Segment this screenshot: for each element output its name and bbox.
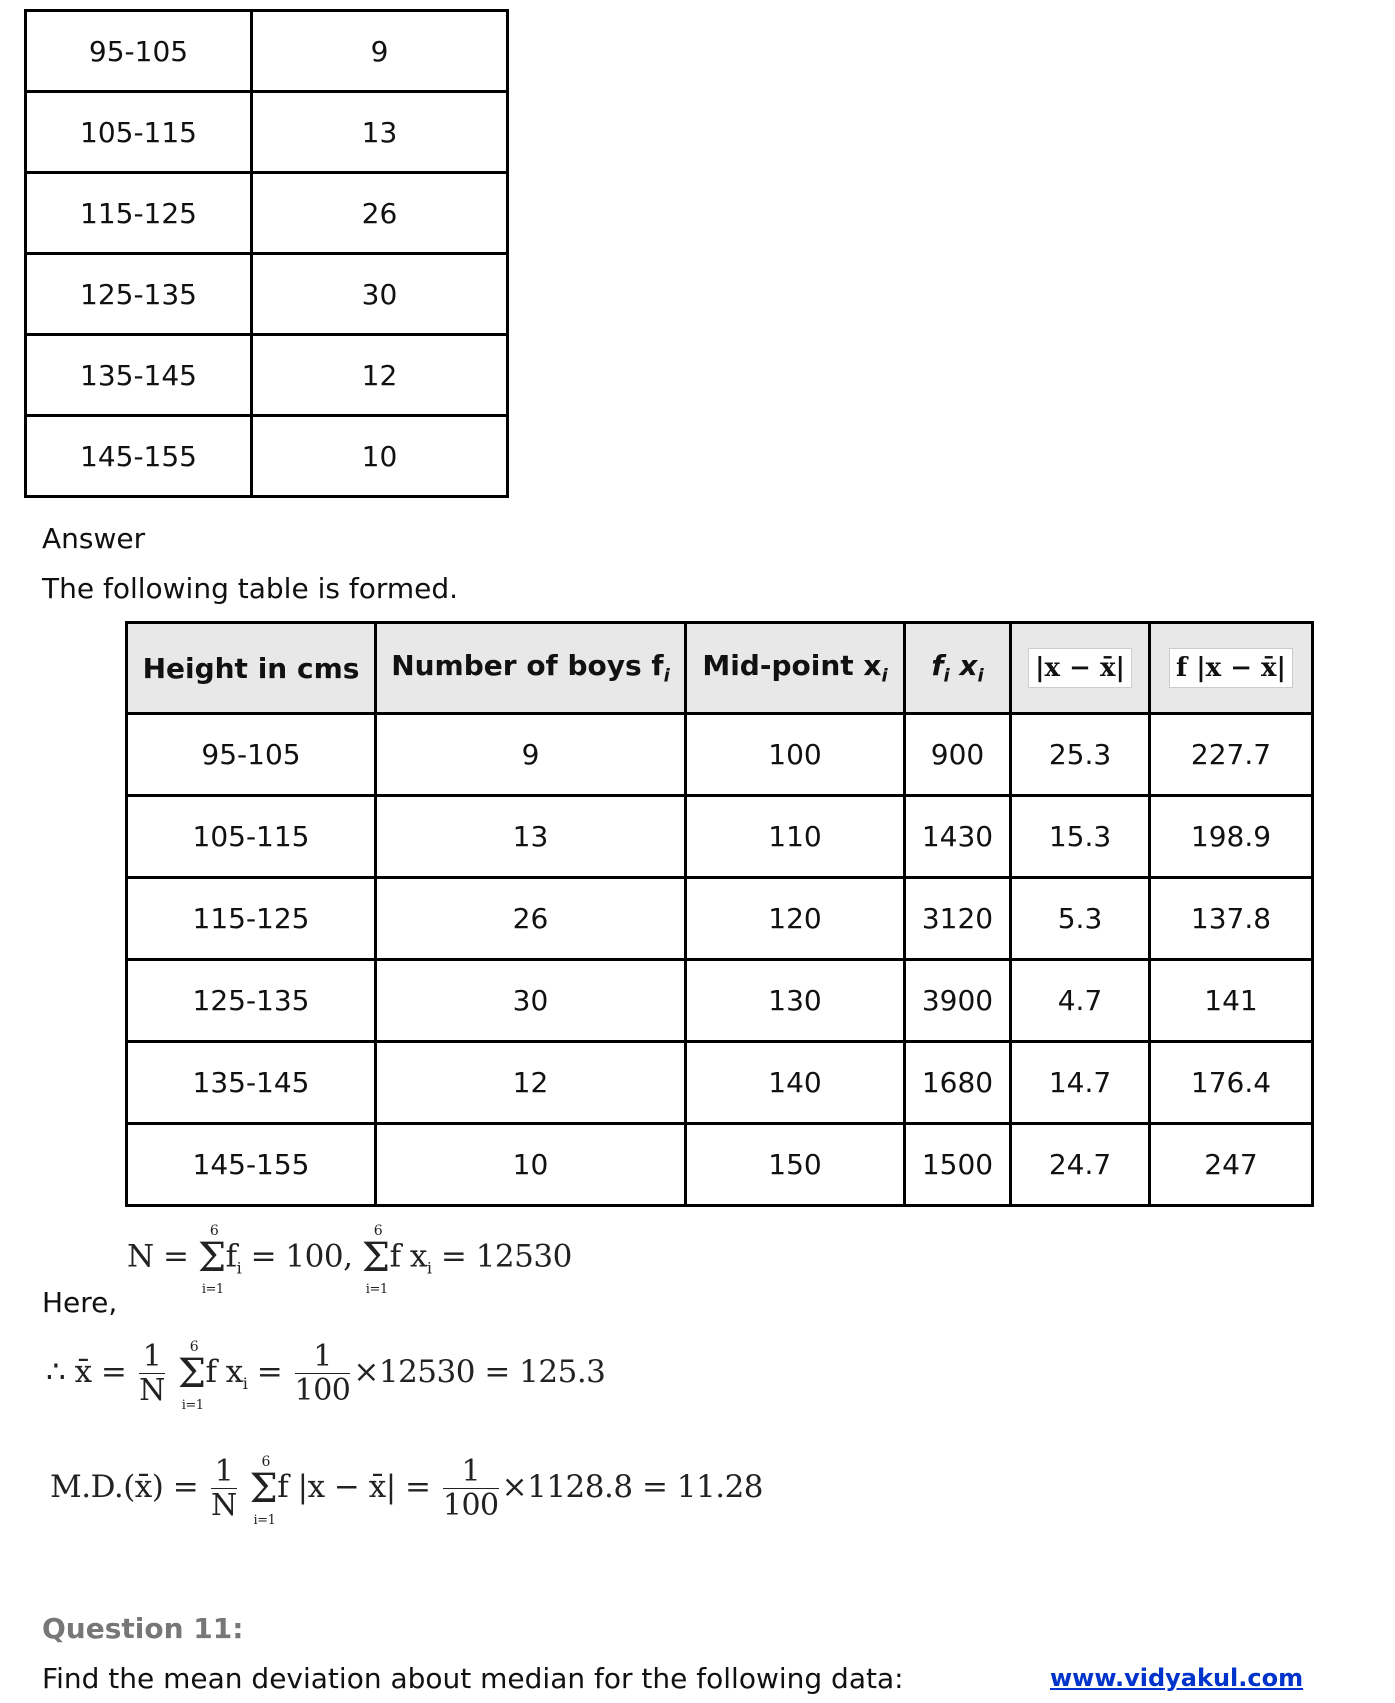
fixi-cell: 1430 [905,796,1011,878]
boys-cell: 26 [376,878,686,960]
height-cell: 115-125 [127,878,376,960]
table-row [127,714,1313,796]
boys-cell: 10 [376,1124,686,1206]
frequency-cell: 30 [252,254,508,335]
sigma-symbol: Σ 6 i=1 [177,1338,206,1413]
table-row [26,335,508,416]
question-table [24,9,509,498]
table-row [127,960,1313,1042]
class-interval-cell: 95-105 [26,11,252,92]
boys-cell: 13 [376,796,686,878]
midpoint-cell: 100 [686,714,905,796]
boys-cell: 30 [376,960,686,1042]
fi-abs-dev-cell: 137.8 [1150,878,1313,960]
height-cell: 105-115 [127,796,376,878]
fi-abs-dev-cell: 247 [1150,1124,1313,1206]
table-row [26,173,508,254]
fi-abs-dev-cell: 198.9 [1150,796,1313,878]
vidyakul-link[interactable]: www.vidyakul.com [1050,1664,1304,1692]
header-number-of-boys: Number of boys $f_i$ [376,623,686,714]
sigma-symbol: Σ 6 i=1 [361,1223,390,1297]
fixi-cell: 3900 [905,960,1011,1042]
midpoint-cell: 110 [686,796,905,878]
abs-dev-cell: 4.7 [1011,960,1150,1042]
sigma-symbol: Σ 6 i=1 [249,1453,278,1528]
abs-dev-cell: 25.3 [1011,714,1150,796]
table-row [127,1124,1313,1206]
fi-abs-dev-cell: 227.7 [1150,714,1313,796]
height-cell: 95-105 [127,714,376,796]
midpoint-cell: 140 [686,1042,905,1124]
table-row [26,11,508,92]
height-cell: 135-145 [127,1042,376,1124]
abs-dev-cell: 24.7 [1011,1124,1150,1206]
header-fi-abs-deviation: f |x − x̄| [1150,623,1313,714]
fixi-cell: 1680 [905,1042,1011,1124]
fi-abs-dev-cell: 176.4 [1150,1042,1313,1124]
frequency-cell: 10 [252,416,508,497]
height-cell: 125-135 [127,960,376,1042]
fixi-cell: 1500 [905,1124,1011,1206]
table-row [127,796,1313,878]
height-cell: 145-155 [127,1124,376,1206]
header-fixi: $f_i$ $x_i$ [905,623,1011,714]
abs-dev-cell: 5.3 [1011,878,1150,960]
table-row [26,254,508,335]
sum-formula: N = Σ 6 i=1 $f_i = 100$, Σ 6 i=1 f $x_i = 12530$ [127,1223,572,1297]
fixi-cell: 3120 [905,878,1011,960]
frequency-cell: 26 [252,173,508,254]
boys-cell: 9 [376,714,686,796]
table-row [127,878,1313,960]
header-abs-deviation: |x − x̄| [1011,623,1150,714]
here-label: Here, [42,1286,118,1319]
class-interval-cell: 105-115 [26,92,252,173]
midpoint-cell: 120 [686,878,905,960]
frequency-cell: 13 [252,92,508,173]
mean-formula: ∴ x̄ = $\frac{1}{N}$ Σ 6 i=1 f $x_i$ = $\frac{1}{100}$ ×12530 = 125.3 [46,1338,606,1413]
table-row [26,92,508,173]
class-interval-cell: 145-155 [26,416,252,497]
class-interval-cell: 125-135 [26,254,252,335]
class-interval-cell: 115-125 [26,173,252,254]
sigma-symbol: Σ 6 i=1 [197,1223,226,1297]
table-row [127,1042,1313,1124]
table-row [26,416,508,497]
header-height: Height in cms [127,623,376,714]
class-interval-cell: 135-145 [26,335,252,416]
midpoint-cell: 130 [686,960,905,1042]
frequency-cell: 9 [252,11,508,92]
question-label: Question 11: [42,1612,244,1645]
midpoint-cell: 150 [686,1124,905,1206]
abs-dev-cell: 14.7 [1011,1042,1150,1124]
fi-abs-dev-cell: 141 [1150,960,1313,1042]
question-text: Find the mean deviation about median for the following data: [42,1662,904,1695]
intro-text: The following table is formed. [42,572,459,605]
abs-dev-cell: 15.3 [1011,796,1150,878]
frequency-cell: 12 [252,335,508,416]
fixi-cell: 900 [905,714,1011,796]
md-formula: M.D.(x̄) = $\frac{1}{N}$ Σ 6 i=1 f |x − x̄| = $\frac{1}{100}$ ×1128.8 = 11.28 [50,1453,764,1528]
answer-table [125,621,1314,1207]
answer-table-header-row [127,623,1313,714]
boys-cell: 12 [376,1042,686,1124]
answer-label: Answer [42,522,146,555]
header-mid-point: Mid-point $x_i$ [686,623,905,714]
